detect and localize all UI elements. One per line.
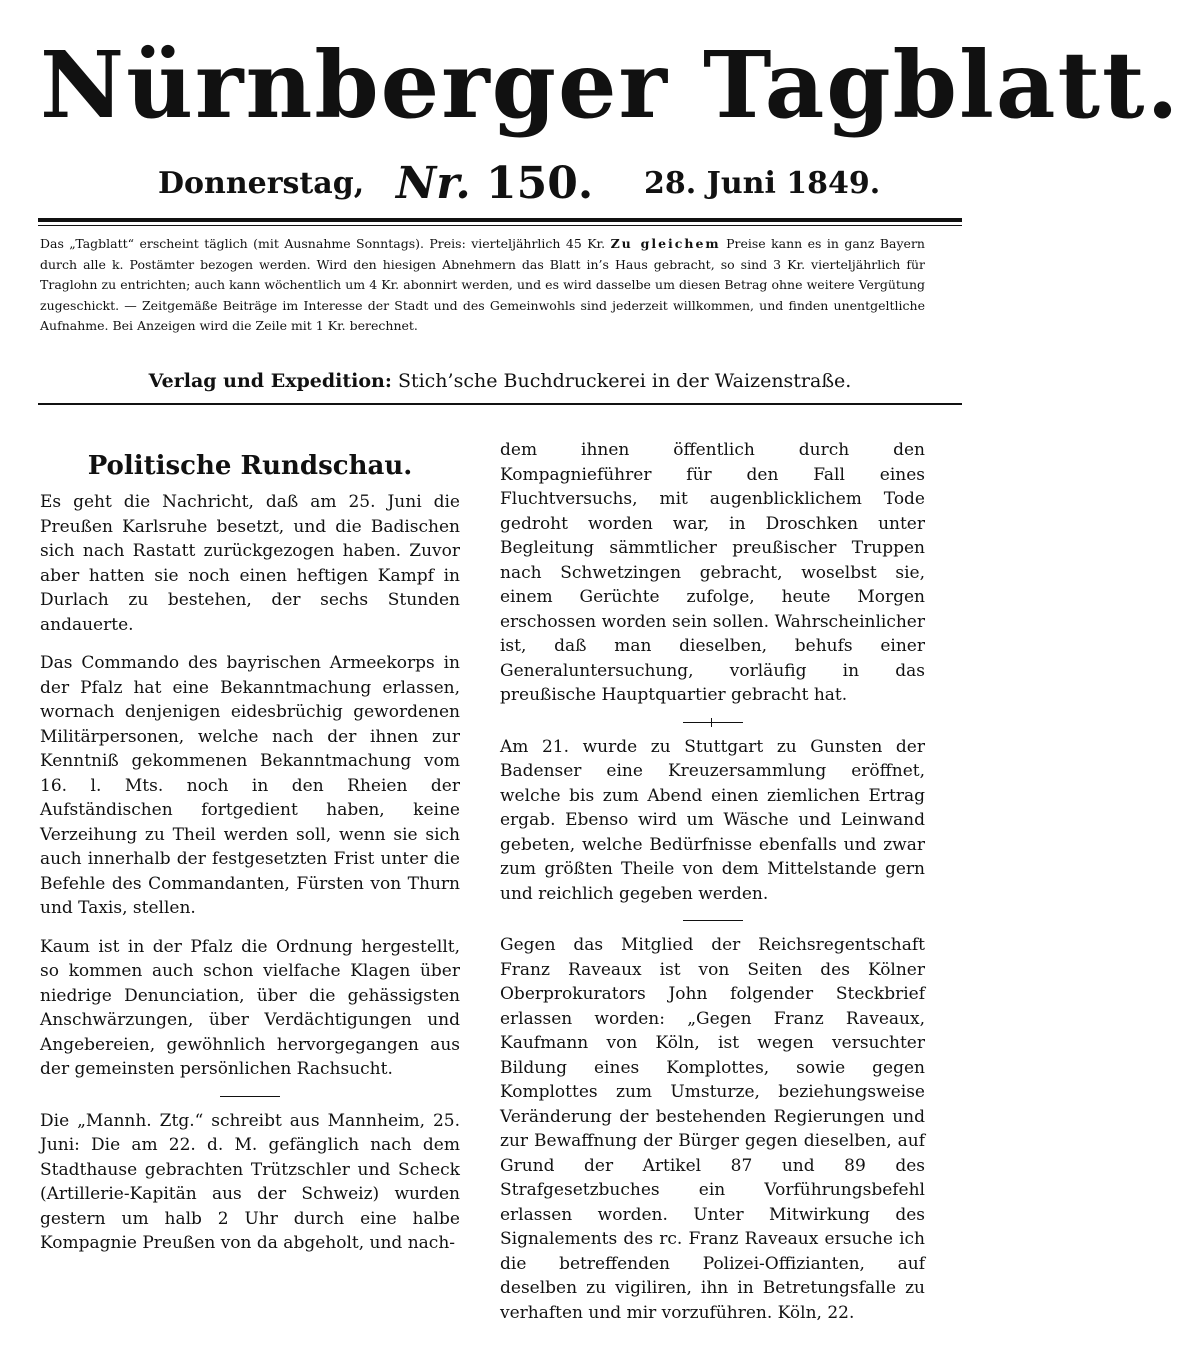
issue-date: 28. Juni 1849. <box>644 166 881 201</box>
dateline <box>40 160 960 210</box>
left-column <box>40 438 460 1270</box>
article-separator <box>683 722 743 723</box>
article-paragraph: Am 21. wurde zu Stuttgart zu Gunsten der Badenser eine Kreuzersammlung eröffnet, welche bis zum Abend einen ziemlichen Ertrag ergab. Ebenso wird um Wäsche und Leinwand gebeten, welche Bedürfnisse ebenfalls und zwar zum größten Theile von dem Mittelstande gern und reichlich gegeben werden. <box>500 736 925 904</box>
notice-text-2: Preise kann es in ganz Bayern durch alle k. Postämter bezogen werden. Wird den hiesigen Abnehmern das Blatt in’s Haus gebracht, so sind 3 Kr. vierteljährlich für Traglohn zu entrichten; auch kann wöchentlich um 4 Kr. abonnirt werden, und es wird dasselbe um diesen Betrag ohne weitere Vergütung zugeschickt. — Zeitgemäße Beiträge im Interesse der Stadt und des Gemeinwohls sind jederzeit willkommen, und finden unentgeltliche Aufnahme. Bei Anzeigen wird die Zeile mit 1 Kr. berechnet. <box>40 236 925 333</box>
article-paragraph: Gegen das Mitglied der Reichsregentschaft Franz Raveaux ist von Seiten des Kölner Oberprokurators John folgender Steckbrief erlassen worden: „Gegen Franz Raveaux, Kaufmann von Köln, ist wegen versuchter Bildung eines Komplottes, sowie gegen Komplottes zum Umsturze, beziehungsweise Veränderung der bestehenden Regierungen und zur Bewaffnung der Bürger gegen dieselben, auf Grund der Artikel 87 und 89 des Strafgesetzbuches ein Vorführungsbefehl erlassen worden. Unter Mitwirkung des Signalements des rc. Franz Raveaux ersuche ich die betreffenden Polizei-Offizianten, auf deselben zu vigiliren, ihn in Betretungsfalle zu verhaften und mir vorzuführen. Köln, 22. <box>500 935 925 1323</box>
article-separator <box>220 1096 280 1097</box>
issue-number-label: Nr. <box>396 158 471 209</box>
article-paragraph: Kaum ist in der Pfalz die Ordnung hergestellt, so kommen auch schon vielfache Klagen über niedrige Denunciation, über die gehässigsten Anschwärzungen, über Verdächtigungen und Angebereien, gewöhnlich hervorgegangen aus der gemeinsten persönlichen Rachsucht. <box>40 936 460 1079</box>
header-rule-thick <box>38 218 962 222</box>
subscription-notice <box>40 234 925 337</box>
publisher-line <box>40 370 960 392</box>
weekday: Donnerstag, <box>158 166 365 201</box>
notice-text-spaced: Zu gleichem <box>610 236 721 251</box>
section-title: Politische Rundschau. <box>87 451 413 481</box>
article-paragraph: dem ihnen öffentlich durch den Kompagnieführer für den Fall eines Fluchtversuchs, mit augenblicklichem Tode gedroht worden war, in Droschken unter Begleitung sämmtlicher preußischer Truppen nach Schwetzingen gebracht, woselbst sie, einem Gerüchte zufolge, heute Morgen erschossen worden sein sollen. Wahrscheinlicher ist, daß man dieselben, behufs einer Generaluntersuchung, vorläufig in das preußische Hauptquartier gebracht hat. <box>500 440 925 705</box>
publisher-rule <box>38 403 962 405</box>
article-paragraph: Es geht die Nachricht, daß am 25. Juni die Preußen Karlsruhe besetzt, und die Badischen sich nach Rastatt zurückgezogen haben. Zuvor aber hatten sie noch einen heftigen Kampf in Durlach zu bestehen, der sechs Stunden andauerte. <box>40 492 460 635</box>
article-paragraph: Die „Mannh. Ztg.“ schreibt aus Mannheim, 25. Juni: Die am 22. d. M. gefänglich nach dem Stadthause gebrachten Trützschler und Scheck (Artillerie-Kapitän aus der Schweiz) wurden gestern um halb 2 Uhr durch eine halbe Kompagnie Preußen von da abgeholt, und nach- <box>40 1110 460 1253</box>
header-rule-thin <box>38 225 962 226</box>
issue-number-value: 150. <box>486 158 594 209</box>
notice-text-1: Das „Tagblatt“ erscheint täglich (mit Ausnahme Sonntags). Preis: vierteljährlich 45 Kr. <box>40 236 606 251</box>
right-column <box>500 438 925 1339</box>
publisher-label: Verlag und Expedition: <box>148 370 392 392</box>
issue-number <box>396 158 593 209</box>
article-paragraph: Das Commando des bayrischen Armeekorps in der Pfalz hat eine Bekanntmachung erlassen, wornach denjenigen eidesbrüchig gewordenen Militärpersonen, welche nach der ihnen zur Kenntniß gekommenen Bekanntmachung vom 16. l. Mts. noch in den Rheien der Aufständischen fortgedient haben, keine Verzeihung zu Theil werden soll, wenn sie sich auch innerhalb der festgesetzten Frist unter die Befehle des Commandanten, Fürsten von Thurn und Taxis, stellen. <box>40 653 460 918</box>
article-separator <box>683 920 743 921</box>
masthead-title: Nürnberger Tagblatt. <box>40 31 1181 139</box>
publisher-text: Stich’sche Buchdruckerei in der Waizenstraße. <box>397 370 852 392</box>
